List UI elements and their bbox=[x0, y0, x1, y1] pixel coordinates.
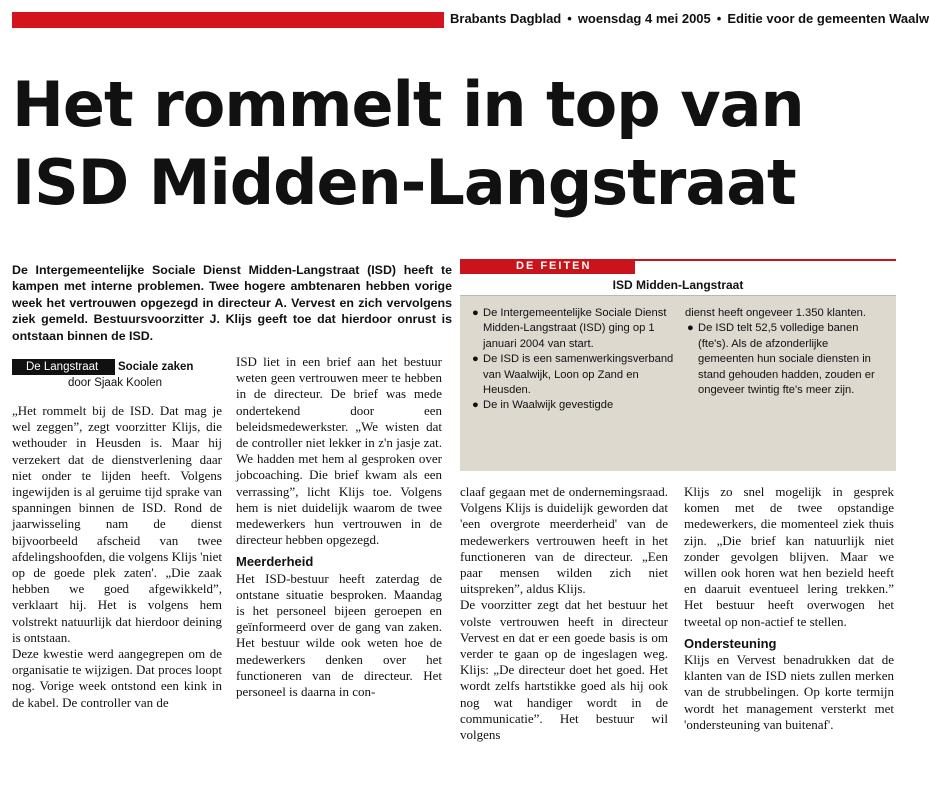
article-column-4 bbox=[684, 484, 894, 733]
paragraph: De voorzitter zegt dat het bestuur het volste vertrouwen heeft in directeur Vervest en dat er een goede basis is om verder te gaan op de ingeslagen weg. Klijs: „De directeur doet het goed. Het wordt zelfs hartstikke goed als hij ook nog wat handiger wordt in de communicatie”. Het bestuur wil volgens bbox=[460, 597, 668, 743]
paragraph: Klijs zo snel mogelijk in gesprek komen met de twee opstandige medewerkers, die momenteel ziek thuis zijn. „Die brief kan natuurlijk niet zonder gevolgen blijven. Maar we willen ook horen wat hen bezield heeft en daaruit eventueel lering trekken.” Het bestuur heeft overwogen het tweetal op non-actief te stellen. bbox=[684, 484, 894, 629]
bullet-icon: ● bbox=[687, 322, 694, 335]
subheading-meerderheid: Meerderheid bbox=[236, 554, 314, 570]
facts-tab: DE FEITEN bbox=[460, 259, 635, 274]
headline-line-1: Het rommelt in top van bbox=[12, 68, 804, 141]
facts-item bbox=[470, 306, 675, 352]
facts-title: ISD Midden-Langstraat bbox=[612, 278, 744, 292]
article-intro: De Intergemeentelijke Sociale Dienst Midden-Langstraat (ISD) heeft te kampen met interne problemen. Twee hogere ambtenaren hebben vorige week het vertrouwen opgezegd in directeur A. Vervest en zich vervolgens ziek gemeld. Bestuursvoorzitter J. Klijs geeft toe dat hierdoor onrust is ontstaan binnen de ISD. bbox=[12, 263, 452, 343]
section-bar bbox=[12, 359, 232, 375]
bullet-icon: ● bbox=[472, 353, 479, 366]
facts-item bbox=[470, 352, 675, 398]
paragraph: Het ISD-bestuur heeft zaterdag de ontstane situatie besproken. Maandag is het personeel bijeen geroepen en geïnformeerd over de gang van zaken. Het bestuur wilde ook weten hoe de medewerkers denken over het functioneren van de directeur. Het personeel is daarna in con- bbox=[236, 570, 442, 700]
facts-header bbox=[460, 259, 896, 274]
facts-item bbox=[470, 398, 675, 413]
region-label: De Langstraat bbox=[12, 359, 115, 375]
facts-item-continued: dienst heeft ongeveer 1.350 klanten. bbox=[685, 307, 866, 319]
author-byline: door Sjaak Koolen bbox=[68, 377, 162, 389]
paragraph: Deze kwestie werd aangegrepen om de organisatie te wijzigen. Dat proces loopt nog. Vorige week ontstond een kink in de kabel. De controller van de bbox=[12, 646, 222, 710]
facts-list-left bbox=[470, 306, 675, 414]
subheading-ondersteuning: Ondersteuning bbox=[684, 635, 777, 651]
headline bbox=[12, 66, 900, 222]
bullet-separator: • bbox=[716, 11, 722, 26]
facts-list-right bbox=[685, 306, 885, 398]
newspaper-name: Brabants Dagblad bbox=[450, 11, 562, 26]
facts-rule bbox=[635, 259, 896, 261]
article-column-2 bbox=[236, 354, 442, 700]
edition-label: Editie voor de gemeenten Waalw bbox=[727, 11, 929, 26]
paragraph: ISD liet in een brief aan het bestuur weten geen vertrouwen meer te hebben in de directeur. De brief was mede ondertekend door een beleidsmedewerkster. „We wisten dat de controller niet lekker in z'n jasje zat. We hadden met hem al gesproken over jobcoaching. Die brief kwam als een verrassing”, licht Klijs toe. Volgens hem is niet duidelijk waarom de twee medewerkers hun vertrouwen in de directeur hebben opgezegd. bbox=[236, 354, 442, 548]
article-column-1 bbox=[12, 403, 222, 711]
paragraph: claaf gegaan met de ondernemingsraad. Volgens Klijs is duidelijk geworden dat 'een overgrote meerderheid' van de medewerkers vertrouwen heeft in het functioneren van de directeur. „Een paar mensen wilden zich niet uitspreken”, aldus Klijs. bbox=[460, 484, 668, 597]
bullet-icon: ● bbox=[472, 399, 479, 412]
facts-item bbox=[685, 321, 885, 398]
article-column-3 bbox=[460, 484, 668, 743]
headline-line-2: ISD Midden-Langstraat bbox=[12, 146, 796, 219]
facts-item-text: De in Waalwijk gevestigde bbox=[483, 399, 614, 412]
section-label: Sociale zaken bbox=[118, 361, 194, 373]
publication-date: woensdag 4 mei 2005 bbox=[577, 11, 711, 26]
facts-item-text: De ISD is een samenwerkingsverband van Waalwijk, Loon op Zand en Heusden. bbox=[483, 353, 674, 397]
facts-item-text: De Intergemeentelijke Sociale Dienst Midden-Langstraat (ISD) ging op 1 januari 2004 van start. bbox=[483, 307, 667, 350]
paragraph: „Het rommelt bij de ISD. Dat mag je wel zeggen”, zegt voorzitter Klijs, die wethouder in Heusden is. Maar hij verzekert dat de dienstverlening daar niet onder te lijden heeft. Volgens ingewijden is al geruime tijd sprake van spanningen binnen de ISD. Rond de jaarwisseling nam de dienst bijvoorbeeld afscheid van twee afdelingshoofden, die volgens Klijs 'niet op de goede plek zaten'. „Die zaak hebben we goed afgewikkeld”, verklaart hij. Het is volgens hem volstrekt natuurlijk dat hierdoor deining is ontstaan. bbox=[12, 403, 222, 645]
masthead bbox=[450, 11, 929, 29]
masthead-red-bar bbox=[12, 12, 444, 28]
bullet-icon: ● bbox=[472, 307, 479, 319]
bullet-separator: • bbox=[567, 11, 572, 26]
paragraph: Klijs en Vervest benadrukken dat de klanten van de ISD niets zullen merken van de strubbelingen. Op korte termijn wordt het management versterkt met 'ondersteuning van buitenaf'. bbox=[684, 652, 894, 732]
facts-item-text: De ISD telt 52,5 volledige banen (fte's). Als de afzonderlijke gemeenten hun sociale diensten in stand gehouden hadden, zouden er ongeveer twintig fte's meer zijn. bbox=[698, 322, 875, 397]
